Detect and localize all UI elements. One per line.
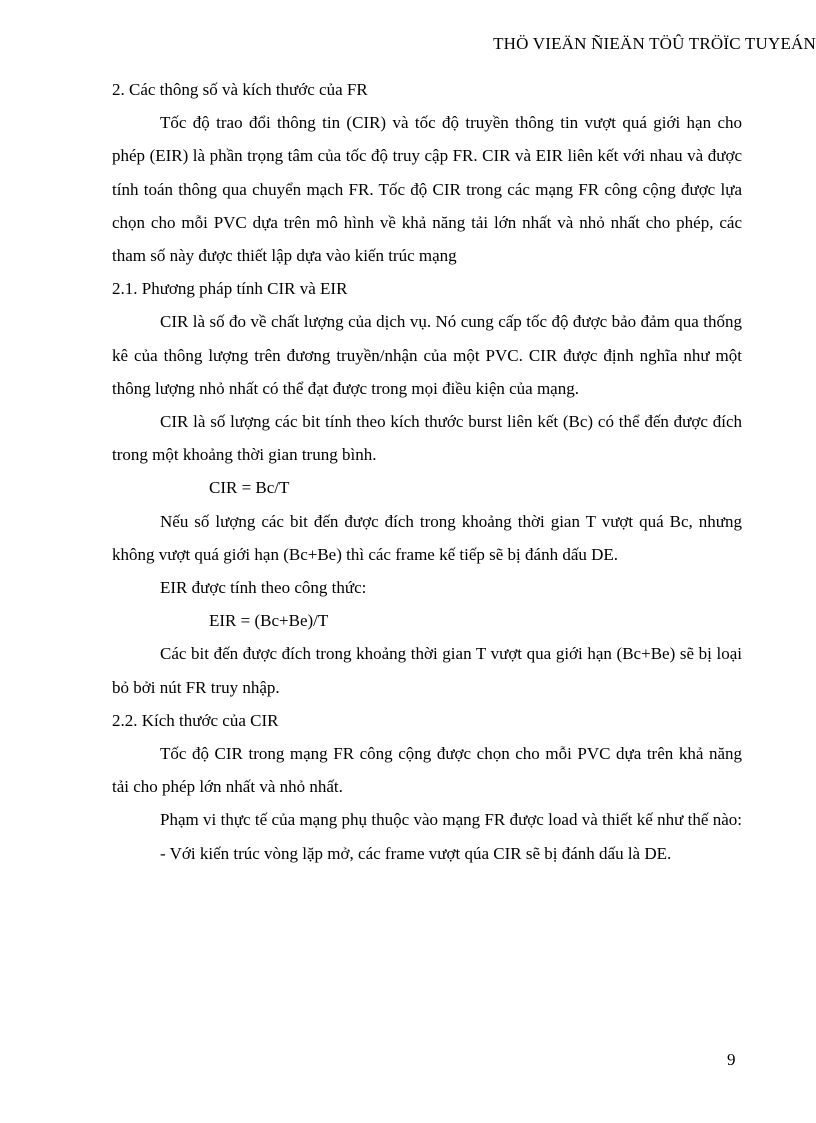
formula: CIR = Bc/T — [209, 478, 290, 498]
paragraph: EIR được tính theo công thức: — [160, 578, 367, 598]
paragraph: Phạm vi thực tế của mạng phụ thuộc vào mạng FR được load và thiết kế như thế nào: - Với kiến trúc vòng lặp mở, các frame vượt qúa CIR sẽ bị đánh dấu là DE. — [160, 810, 742, 863]
subsection-heading: 2.2. Kích thước của CIR — [112, 710, 279, 730]
paragraph: Các bit đến được đích trong khoảng thời gian T vượt qua giới hạn (Bc+Be) sẽ bị loại bỏ bởi nút FR truy nhập. — [112, 644, 742, 697]
page-number: 9 — [727, 1050, 736, 1069]
paragraph: Tốc độ trao đổi thông tin (CIR) và tốc độ truyền thông tin vượt quá giới hạn cho phép (EIR) là phần trọng tâm của tốc độ truy cập FR. CIR và EIR liên kết với nhau và được tính toán thông qua chuyển mạch FR. Tốc độ CIR trong các mạng FR công cộng được lựa chọn cho mỗi PVC dựa trên mô hình về khả năng tải lớn nhất và nhỏ nhất cho phép, các tham số này được thiết lập dựa vào kiến trúc mạng — [112, 113, 742, 266]
formula: EIR = (Bc+Be)/T — [209, 611, 329, 631]
section-heading: 2. Các thông số và kích thước của FR — [112, 80, 368, 99]
paragraph: Tốc độ CIR trong mạng FR công cộng được chọn cho mỗi PVC dựa trên khả năng tải cho phép lớn nhất và nhỏ nhất. — [112, 744, 742, 797]
document-body — [112, 73, 742, 870]
paragraph: CIR là số đo về chất lượng của dịch vụ. Nó cung cấp tốc độ được bảo đảm qua thống kê của thông lượng trên đương truyền/nhận của một PVC. CIR được định nghĩa như một thông lượng nhỏ nhất có thể đạt được trong mọi điều kiện của mạng. — [112, 312, 742, 398]
page-header: THÖ VIEÄN ÑIEÄN TÖÛ TRÖÏC TUYEÁN — [493, 34, 816, 53]
paragraph: Nếu số lượng các bit đến được đích trong khoảng thời gian T vượt quá Bc, nhưng không vượt quá giới hạn (Bc+Be) thì các frame kế tiếp sẽ bị đánh dấu DE. — [112, 511, 742, 564]
subsection-heading: 2.1. Phương pháp tính CIR và EIR — [112, 279, 348, 299]
paragraph: CIR là số lượng các bit tính theo kích thước burst liên kết (Bc) có thể đến được đích trong một khoảng thời gian trung bình. — [112, 412, 742, 465]
